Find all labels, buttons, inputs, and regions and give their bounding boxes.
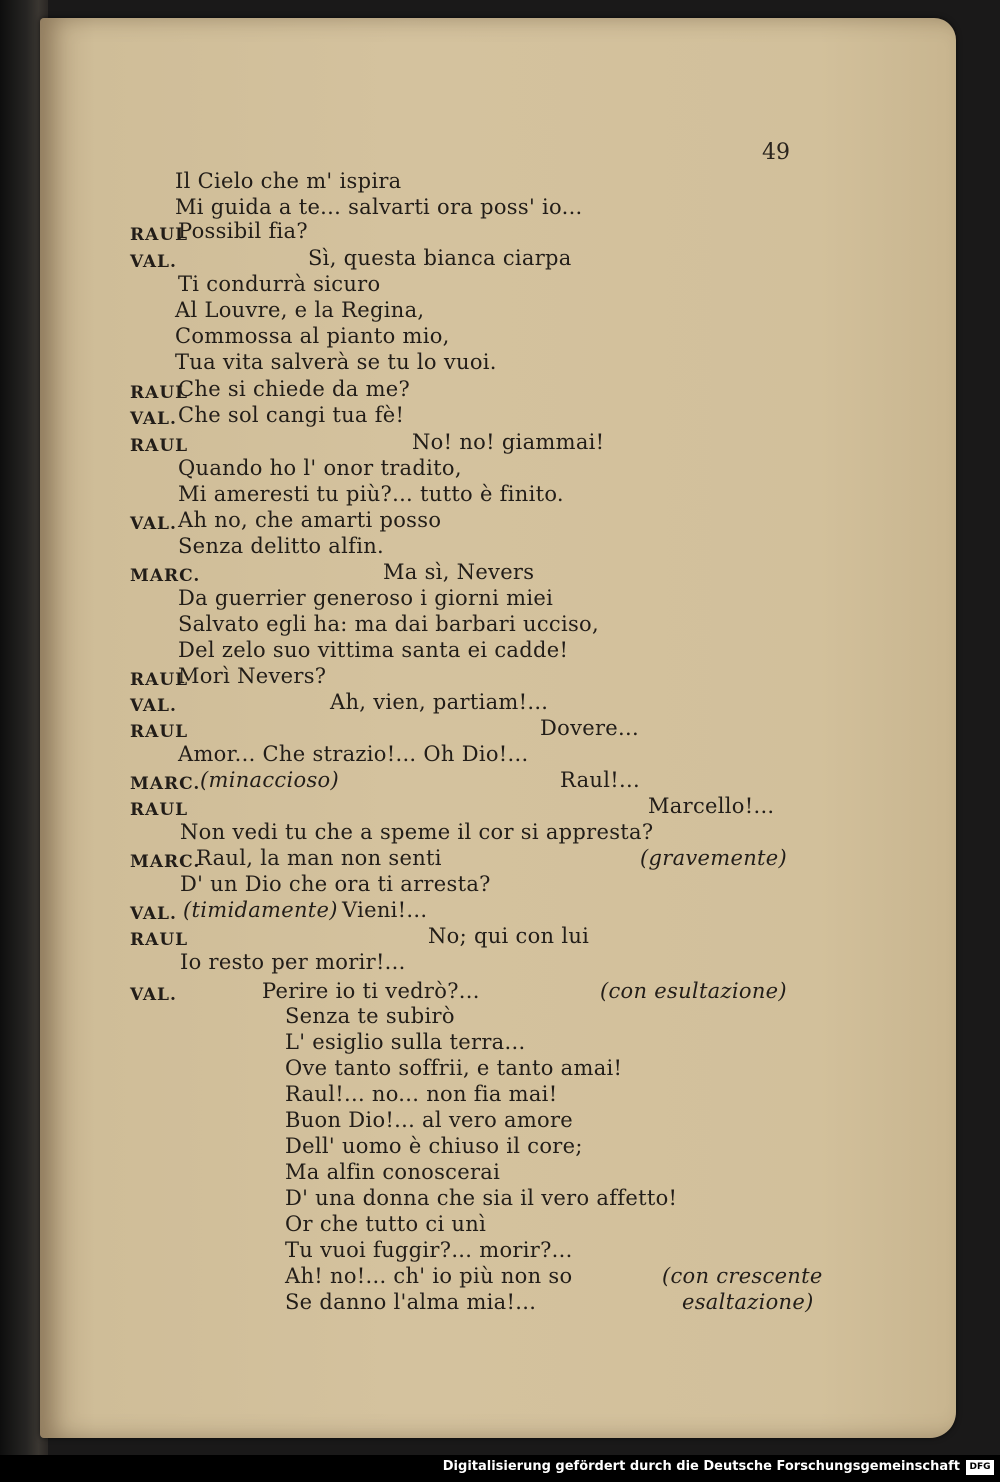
verse-line: Salvato egli ha: ma dai barbari ucciso, [178, 612, 599, 636]
speaker-name: MARC. [130, 774, 201, 794]
stage-direction: (con esultazione) [600, 979, 787, 1003]
speaker-name: MARC. [130, 852, 201, 872]
verse-line: Perire io ti vedrò?... [262, 979, 480, 1003]
speaker-name: VAL. [130, 696, 177, 716]
stage-direction: esaltazione) [682, 1290, 814, 1314]
stage-direction: (timidamente) [183, 898, 338, 922]
page-number: 49 [762, 140, 790, 165]
verse-line: Sì, questa bianca ciarpa [308, 246, 572, 270]
verse-line: Dovere... [540, 716, 639, 740]
verse-line: Se danno l'alma mia!... [285, 1290, 537, 1314]
verse-line: Ti condurrà sicuro [178, 272, 381, 296]
verse-line: Marcello!... [648, 794, 775, 818]
verse-line: D' un Dio che ora ti arresta? [180, 872, 491, 896]
verse-line: Buon Dio!... al vero amore [285, 1108, 574, 1132]
stage-direction: (gravemente) [640, 846, 788, 870]
verse-line: Da guerrier generoso i giorni miei [178, 586, 554, 610]
digitization-footer [0, 1455, 1000, 1482]
speaker-name: MARC. [130, 566, 201, 586]
verse-line: Quando ho l' onor tradito, [178, 456, 462, 480]
verse-line: Il Cielo che m' ispira [175, 169, 402, 193]
speaker-name: RAUL [130, 800, 189, 820]
verse-line: Or che tutto ci unì [285, 1212, 487, 1236]
stage-direction: (con crescente [662, 1264, 823, 1288]
verse-line: Che si chiede da me? [178, 377, 411, 401]
speaker-name: VAL. [130, 985, 177, 1005]
footer-credit: Digitalisierung gefördert durch die Deutsche Forschungsgemeinschaft [442, 1459, 960, 1474]
verse-line: Raul!... no... non fia mai! [285, 1082, 558, 1106]
dfg-logo: DFG [966, 1460, 994, 1475]
verse-line: Ah no, che amarti posso [178, 508, 442, 532]
verse-line: Senza delitto alfin. [178, 534, 385, 558]
verse-line: Raul, la man non senti [196, 846, 442, 870]
verse-line: Raul!... [560, 768, 640, 792]
verse-line: Io resto per morir!... [180, 950, 406, 974]
speaker-name: VAL. [130, 252, 177, 272]
verse-line: Ah! no!... ch' io più non so [285, 1264, 573, 1288]
verse-line: Dell' uomo è chiuso il core; [285, 1134, 583, 1158]
verse-line: Morì Nevers? [178, 664, 327, 688]
verse-line: Senza te subirò [285, 1004, 455, 1028]
verse-line: Al Louvre, e la Regina, [175, 298, 425, 322]
verse-line: L' esiglio sulla terra... [285, 1030, 526, 1054]
verse-line: Ah, vien, partiam!... [330, 690, 549, 714]
verse-line: Che sol cangi tua fè! [178, 403, 405, 427]
speaker-name: VAL. [130, 409, 177, 429]
verse-line: Commossa al pianto mio, [175, 324, 450, 348]
speaker-name: RAUL [130, 930, 189, 950]
verse-line: Mi guida a te... salvarti ora poss' io... [175, 195, 583, 219]
verse-line: D' una donna che sia il vero affetto! [285, 1186, 678, 1210]
verse-line: Ove tanto soffrii, e tanto amai! [285, 1056, 623, 1080]
verse-line: Del zelo suo vittima santa ei cadde! [178, 638, 569, 662]
speaker-name: VAL. [130, 904, 177, 924]
verse-line: No; qui con lui [428, 924, 590, 948]
speaker-name: RAUL [130, 225, 189, 245]
speaker-name: RAUL [130, 383, 189, 403]
speaker-name: RAUL [130, 670, 189, 690]
speaker-name: RAUL [130, 436, 189, 456]
speaker-name: VAL. [130, 514, 177, 534]
verse-line: Possibil fia? [178, 219, 308, 243]
verse-line: Ma alfin conoscerai [285, 1160, 501, 1184]
verse-line: Vieni!... [342, 898, 428, 922]
verse-line: Mi ameresti tu più?... tutto è finito. [178, 482, 564, 506]
verse-line: Ma sì, Nevers [383, 560, 535, 584]
verse-line: No! no! giammai! [412, 430, 605, 454]
verse-line: Tua vita salverà se tu lo vuoi. [175, 350, 497, 374]
speaker-name: RAUL [130, 722, 189, 742]
verse-line: Amor... Che strazio!... Oh Dio!... [178, 742, 529, 766]
stage-direction: (minaccioso) [200, 768, 339, 792]
verse-line: Non vedi tu che a speme il cor si appresta? [180, 820, 654, 844]
verse-line: Tu vuoi fuggir?... morir?... [285, 1238, 573, 1262]
